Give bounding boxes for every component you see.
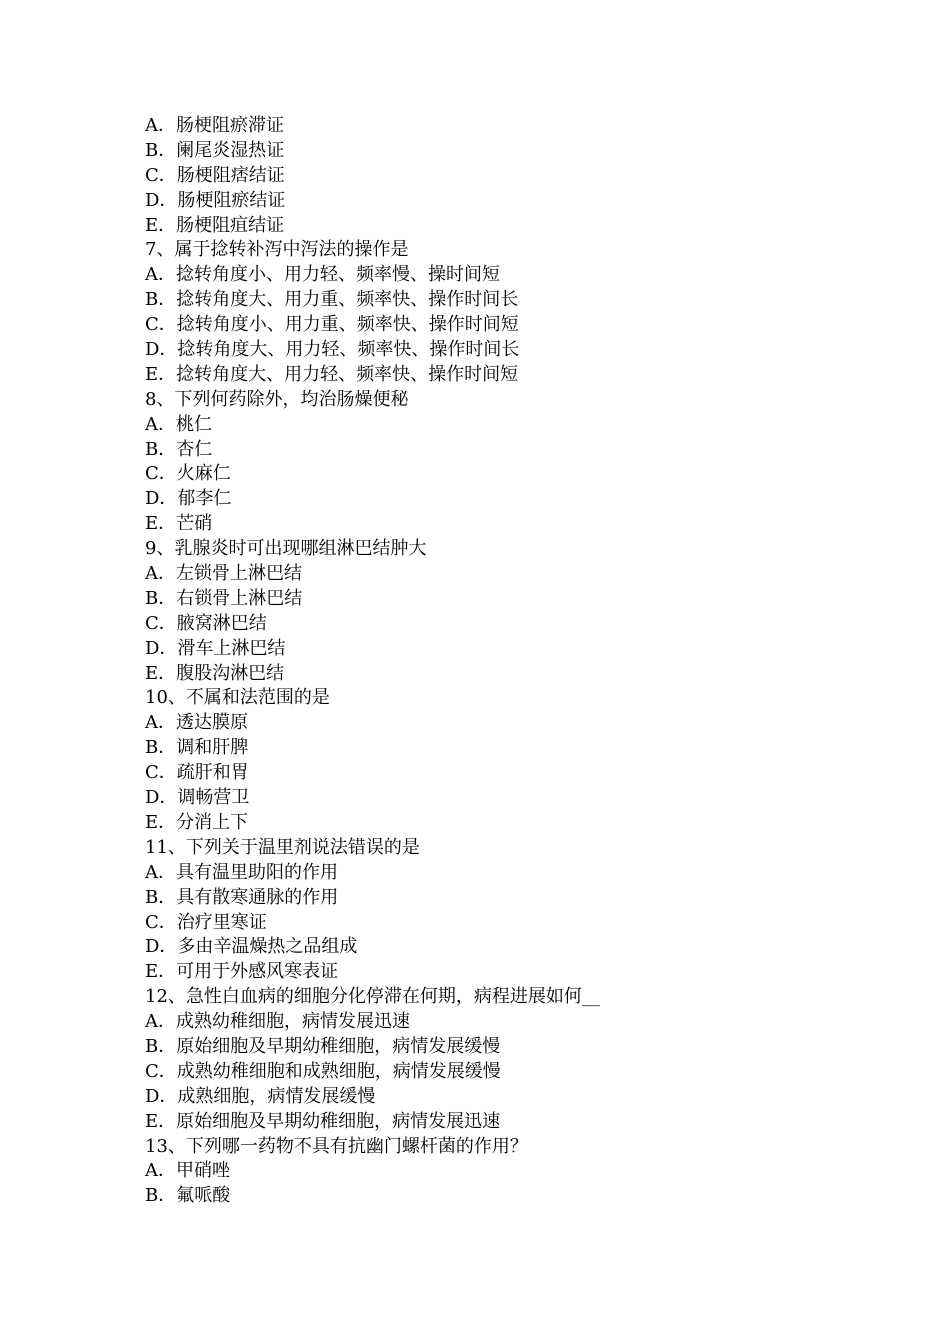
option-line: A．桃仁 <box>145 413 212 435</box>
option-line: E．可用于外感风寒表证 <box>145 961 339 983</box>
option-line: A．捻转角度小、用力轻、频率慢、操时间短 <box>145 264 500 286</box>
option-line: A．肠梗阻瘀滞证 <box>145 115 284 136</box>
option-line: B．具有散寒通脉的作用 <box>145 886 339 908</box>
option-line: C．肠梗阻痞结证 <box>145 164 285 186</box>
question-line: 9、乳腺炎时可出现哪组淋巴结肿大 <box>145 538 427 560</box>
option-line: A．透达膜原 <box>145 712 248 734</box>
option-line: A．甲硝唑 <box>145 1160 230 1182</box>
option-line: E．腹股沟淋巴结 <box>145 662 285 684</box>
option-line: B．捻转角度大、用力重、频率快、操作时间长 <box>145 289 519 311</box>
question-line: 7、属于捻转补泻中泻法的操作是 <box>145 239 409 261</box>
option-line: E．分消上下 <box>145 811 249 833</box>
question-line: 11、下列关于温里剂说法错误的是 <box>145 836 420 858</box>
option-line: D．调畅营卫 <box>145 787 250 809</box>
option-line: E．肠梗阻疽结证 <box>145 214 285 236</box>
option-line: C．捻转角度小、用力重、频率快、操作时间短 <box>145 314 519 336</box>
option-line: A．成熟幼稚细胞，病情发展迅速 <box>145 1011 410 1033</box>
option-line: D．多由辛温燥热之品组成 <box>145 936 358 958</box>
option-line: A．具有温里助阳的作用 <box>145 861 338 883</box>
option-line: D．郁李仁 <box>145 488 232 510</box>
option-line: C．火麻仁 <box>145 463 231 485</box>
option-line: D．肠梗阻瘀结证 <box>145 189 286 211</box>
option-line: C．成熟幼稚细胞和成熟细胞，病情发展缓慢 <box>145 1060 501 1082</box>
question-line: 12、急性白血病的细胞分化停滞在何期，病程进展如何__ <box>145 986 600 1008</box>
option-line: E．原始细胞及早期幼稚细胞，病情发展迅速 <box>145 1110 501 1132</box>
option-line: E．捻转角度大、用力轻、频率快、操作时间短 <box>145 363 519 385</box>
option-line: C．疏肝和胃 <box>145 762 249 784</box>
option-line: B．调和肝脾 <box>145 737 249 759</box>
question-line: 13、下列哪一药物不具有抗幽门螺杆菌的作用？ <box>145 1135 528 1157</box>
option-line: D．成熟细胞，病情发展缓慢 <box>145 1085 376 1107</box>
option-line: C．治疗里寒证 <box>145 911 267 933</box>
option-line: B．原始细胞及早期幼稚细胞，病情发展缓慢 <box>145 1035 501 1057</box>
option-line: B．杏仁 <box>145 438 213 460</box>
question-line: 10、不属和法范围的是 <box>145 687 330 709</box>
option-line: B．氟哌酸 <box>145 1185 231 1207</box>
option-line: C．腋窝淋巴结 <box>145 612 267 634</box>
option-line: D．滑车上淋巴结 <box>145 637 286 659</box>
option-line: B．阑尾炎湿热证 <box>145 139 285 161</box>
option-line: D．捻转角度大、用力轻、频率快、操作时间长 <box>145 339 520 361</box>
option-line: E．芒硝 <box>145 513 213 535</box>
document-page <box>145 114 905 1209</box>
question-line: 8、下列何药除外，均治肠燥便秘 <box>145 388 409 410</box>
option-line: A．左锁骨上淋巴结 <box>145 563 302 585</box>
option-line: B．右锁骨上淋巴结 <box>145 587 303 609</box>
